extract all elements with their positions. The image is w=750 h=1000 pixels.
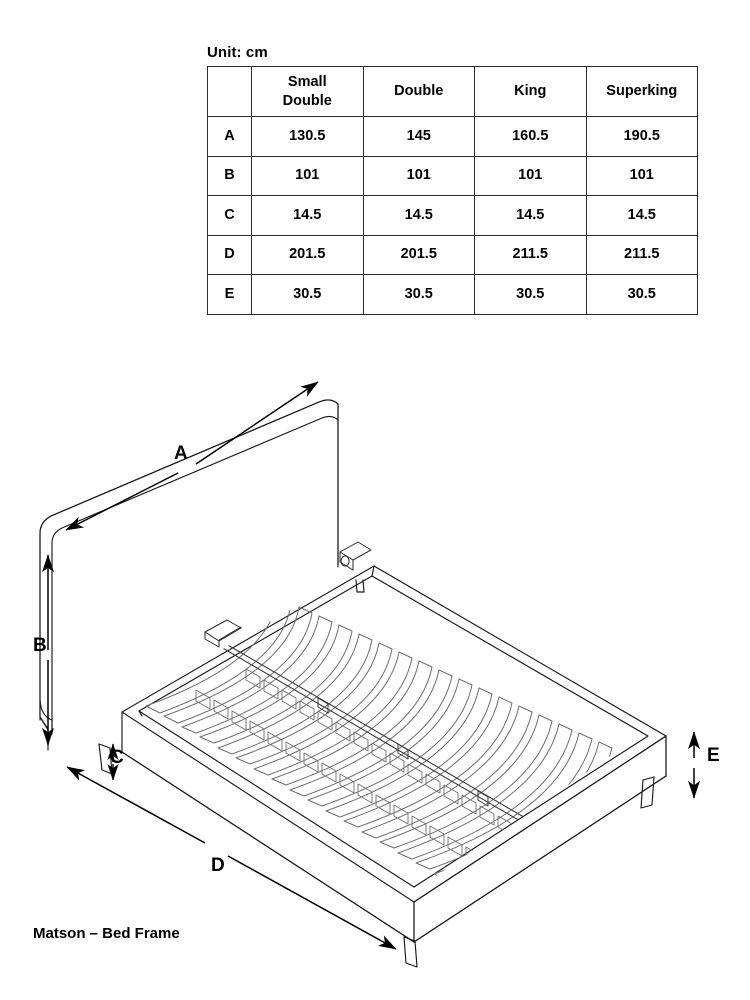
column-header-double: Double	[363, 67, 475, 117]
column-header-superking: Superking	[586, 67, 698, 117]
row-label-e: E	[208, 275, 252, 315]
dimension-label-b: B	[33, 635, 47, 656]
row-label-d: D	[208, 235, 252, 275]
table-corner-cell	[208, 67, 252, 117]
cell-c-king: 14.5	[475, 196, 587, 236]
dimension-label-a: A	[174, 443, 188, 464]
row-label-a: A	[208, 117, 252, 157]
dimension-arrow-a-end	[196, 382, 318, 464]
dimension-arrow-d-end	[228, 856, 396, 949]
table-row	[208, 275, 698, 315]
cell-d-double: 201.5	[363, 235, 475, 275]
bed-frame-outline	[40, 400, 666, 967]
bed-legs	[99, 580, 654, 967]
cell-e-small-double: 30.5	[252, 275, 364, 315]
table-row	[208, 235, 698, 275]
cell-e-double: 30.5	[363, 275, 475, 315]
column-header-king: King	[475, 67, 587, 117]
column-header-line: Double	[282, 92, 332, 109]
cell-d-superking: 211.5	[586, 235, 698, 275]
dimension-label-e: E	[707, 745, 720, 766]
bed-frame-diagram	[0, 330, 750, 970]
dimension-arrow-d-start	[67, 767, 205, 843]
unit-note: Unit: cm	[207, 44, 268, 61]
cell-a-king: 160.5	[475, 117, 587, 157]
product-caption: Matson – Bed Frame	[33, 925, 180, 942]
headboard	[40, 400, 338, 750]
cell-a-small-double: 130.5	[252, 117, 364, 157]
cell-d-small-double: 201.5	[252, 235, 364, 275]
cell-c-double: 14.5	[363, 196, 475, 236]
table-row	[208, 117, 698, 157]
cell-b-double: 101	[363, 156, 475, 196]
cell-c-superking: 14.5	[586, 196, 698, 236]
cell-a-superking: 190.5	[586, 117, 698, 157]
cell-c-small-double: 14.5	[252, 196, 364, 236]
column-header-line: Small	[287, 73, 327, 90]
dimension-label-d: D	[211, 855, 225, 876]
cell-b-king: 101	[475, 156, 587, 196]
table-row	[208, 196, 698, 236]
cell-e-king: 30.5	[475, 275, 587, 315]
dimension-table	[207, 66, 698, 315]
cell-d-king: 211.5	[475, 235, 587, 275]
cell-a-double: 145	[363, 117, 475, 157]
table-row	[208, 156, 698, 196]
row-label-c: C	[208, 196, 252, 236]
slat-bracket-right	[340, 542, 371, 570]
column-header-small-double	[252, 67, 364, 117]
cell-b-superking: 101	[586, 156, 698, 196]
table-header-row	[208, 67, 698, 117]
bed-frame-box	[122, 566, 666, 942]
dimension-label-c: C	[110, 747, 124, 768]
row-label-b: B	[208, 156, 252, 196]
slat-bracket-left	[205, 620, 241, 647]
cell-e-superking: 30.5	[586, 275, 698, 315]
table-body	[208, 117, 698, 315]
dimension-arrow-a-start	[66, 473, 178, 530]
cell-b-small-double: 101	[252, 156, 364, 196]
